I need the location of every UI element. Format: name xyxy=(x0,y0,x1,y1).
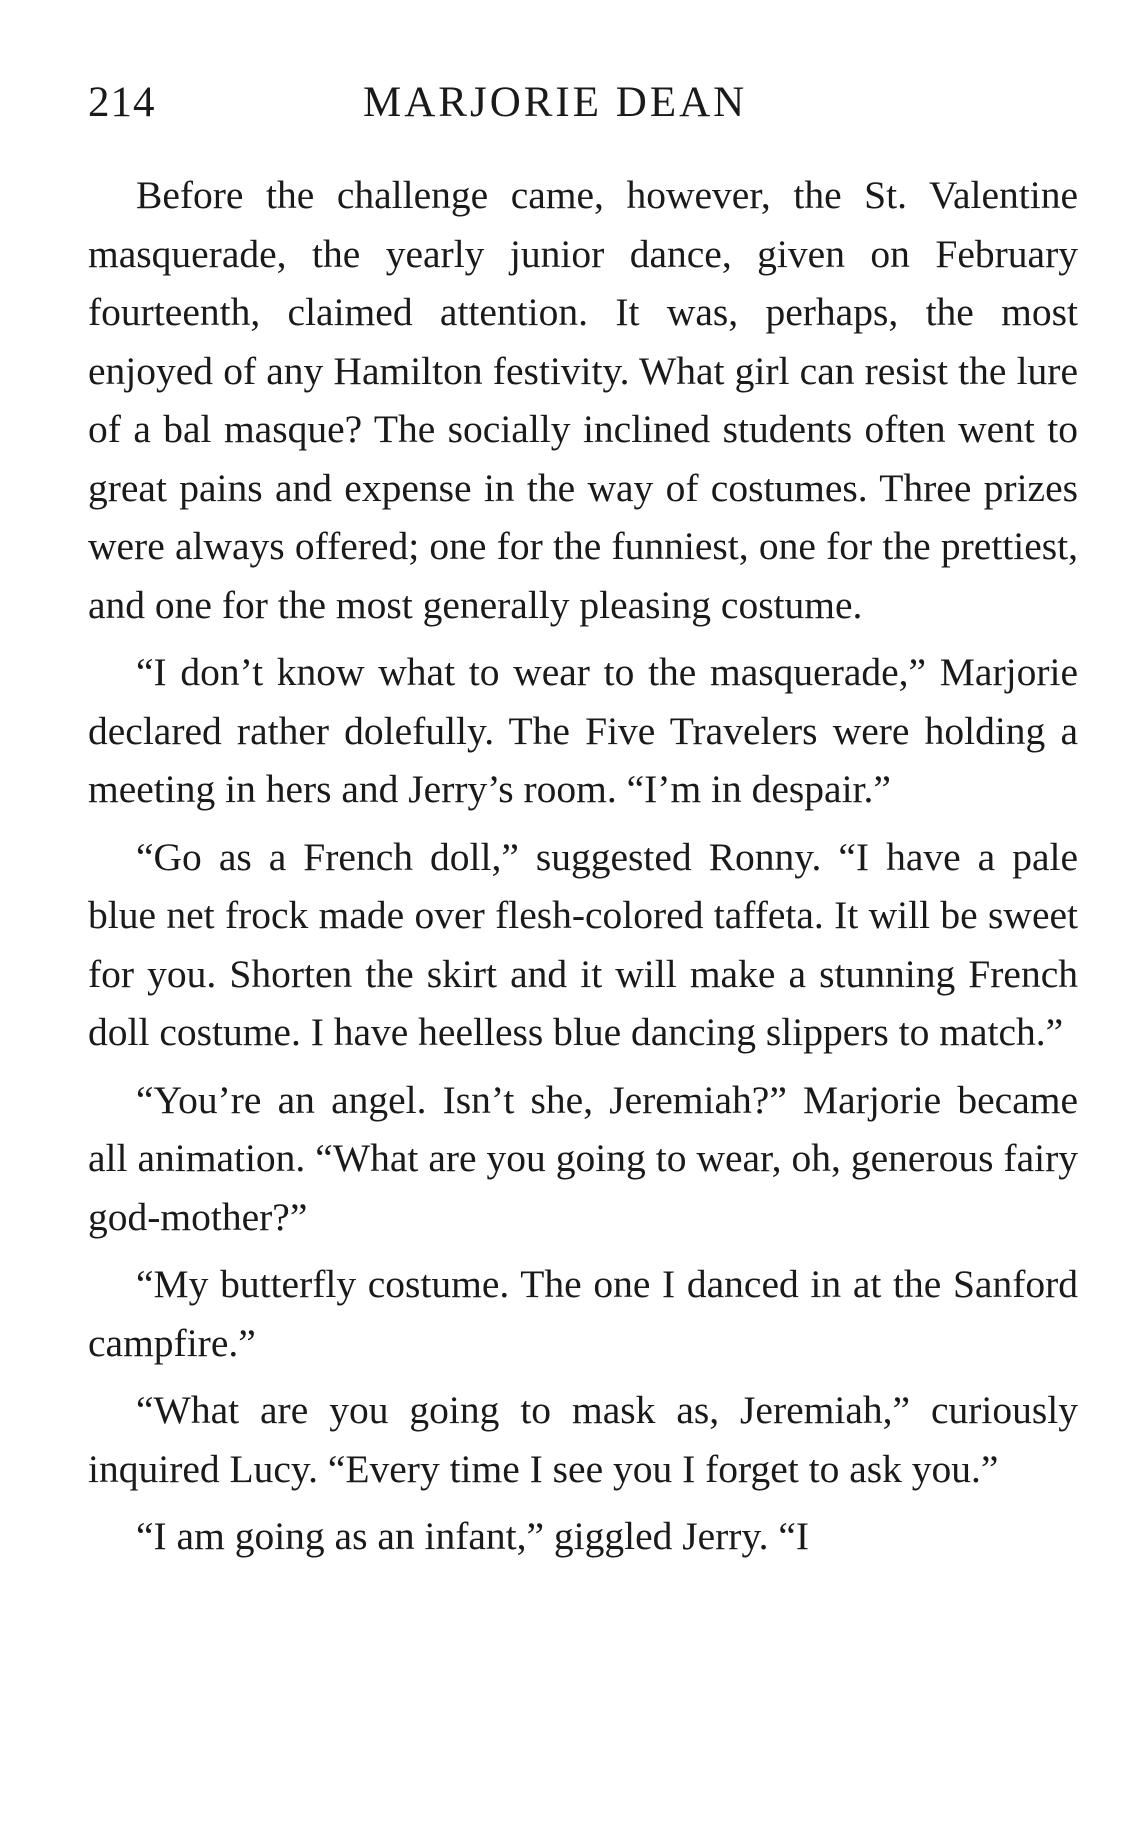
paragraph: Before the challenge came, however, the St. Valentine masquerade, the yearly junior dance, given on February fourteenth, claimed attention. It was, perhaps, the most enjoyed of any Hamilton festivity. What girl can resist the lure of a bal masque? The socially inclined students often went to great pains and expense in the way of costumes. Three prizes were always offered; one for the funniest, one for the prettiest, and one for the most generally pleasing costume. xyxy=(88,173,1078,627)
paragraph: “What are you going to mask as, Jeremiah,” curiously inquired Lucy. “Every time I see you I forget to ask you.” xyxy=(88,1388,1078,1491)
paragraph: “I am going as an infant,” giggled Jerry. “I xyxy=(136,1514,810,1558)
running-title: MARJORIE DEAN xyxy=(363,79,748,126)
paragraph: “Go as a French doll,” suggested Ronny. “I have a pale blue net frock made over flesh-colored taffeta. It will be sweet for you. Shorten the skirt and it will make a stunning French doll costume. I have heelless blue dancing slippers to match.” xyxy=(88,834,1078,1054)
page-number: 214 xyxy=(88,79,156,126)
book-page xyxy=(88,78,1078,1566)
paragraph: “You’re an angel. Isn’t she, Jeremiah?” Marjorie became all animation. “What are you going to wear, oh, generous fairy god-mother?” xyxy=(88,1077,1078,1239)
paragraph: “I don’t know what to wear to the masquerade,” Marjorie declared rather dolefully. The Five Travelers were holding a meeting in hers and Jerry’s room. “I’m in despair.” xyxy=(88,650,1078,811)
body-text xyxy=(88,166,1078,1566)
running-head xyxy=(88,78,1078,142)
paragraph: “My butterfly costume. The one I danced in at the Sanford campfire.” xyxy=(88,1262,1078,1365)
